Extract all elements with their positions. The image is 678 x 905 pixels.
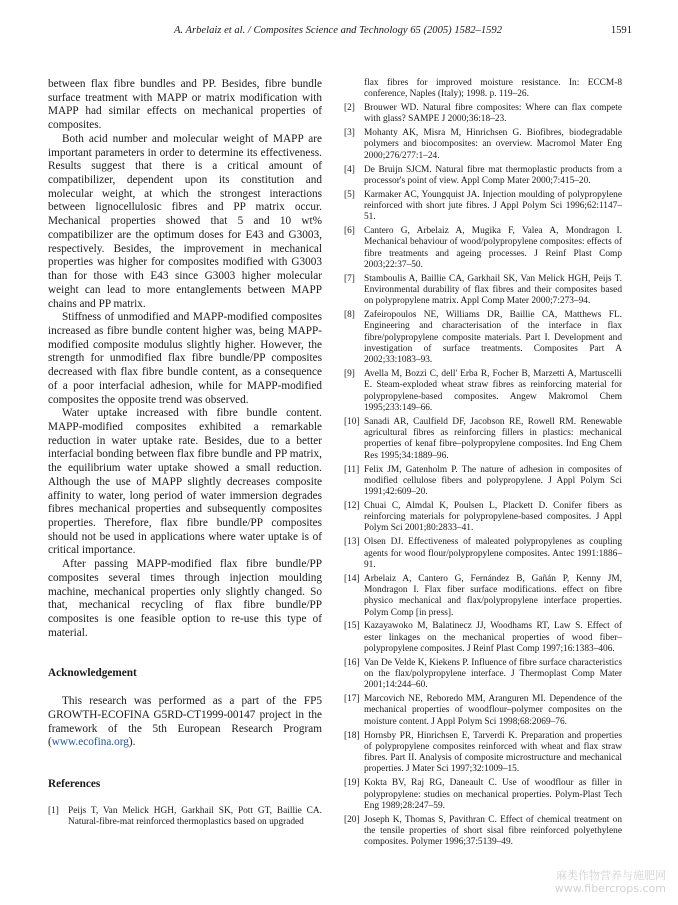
references-heading: References xyxy=(48,778,101,791)
reference-item xyxy=(344,501,622,535)
reference-number: [9] xyxy=(344,369,355,380)
reference-number: [11] xyxy=(344,464,360,475)
watermark-url: www.fibercrops.com xyxy=(554,882,666,895)
reference-text: Zafeiropoulos NE, Williams DR, Baillie CA, Matthews FL. Engineering and characterisation of the interface in flax fibre/polypropylene composite materials. Part I. Development and investigation of surface treatments. Composites Part A 2002;33:1083–93. xyxy=(364,310,622,366)
reference-number: [1] xyxy=(48,805,59,816)
reference-number: [6] xyxy=(344,226,355,237)
reference-number: [4] xyxy=(344,164,355,175)
references-list-left xyxy=(48,806,322,829)
watermark-chinese: 麻类作物营养与施肥网 xyxy=(556,869,666,882)
reference-item xyxy=(344,658,622,692)
acknowledgement-end: ). xyxy=(128,736,136,749)
reference-text: Felix JM, Gatenholm P. The nature of adhesion in composites of modified cellulose fibers and polypropylene. J Appl Polym Sci 1991;42:609–20. xyxy=(364,464,622,498)
reference-text: Marcovich NE, Reboredo MM, Aranguren MI. Dependence of the mechanical properties of woodflour–polymer composites on the moisture content. J Appl Polym Sci 1998;68:2069–76. xyxy=(364,694,622,727)
acknowledgement-body: This research was performed as a part of the FP5 GROWTH-ECOFINA G5RD-CT1999-00147 project in the framework of the 5th European Research Program ( xyxy=(48,695,322,749)
reference-text: Avella M, Bozzi C, dell' Erba R, Focher B, Marzetti A, Martuscelli E. Steam-exploded wheat straw fibres as reinforcing material for polypropylene-based composites. Angew Makromol Chem 1995;233:149–66. xyxy=(364,369,622,414)
acknowledgement-text xyxy=(48,695,322,750)
reference-item xyxy=(344,310,622,366)
reference-text: Hornsby PR, Hinrichsen E, Tarverdi K. Preparation and properties of polypropylene composites reinforced with wheat and flax straw fibres. Part II. Analysis of composite microstructure and mechanical properties. J Mater Sci 1997;32:1009–15. xyxy=(364,730,622,775)
reference-text: Chuai C, Almdal K, Poulsen L, Plackett D. Conifer fibers as reinforcing materials for polypropylene-based composites. J Appl Polym Sci 2001;80:2833–41. xyxy=(364,500,622,534)
reference-text: Sanadi AR, Caulfield DF, Jacobson RE, Rowell RM. Renewable agricultural fibres as reinforcing fillers in plastics: mechanical properties of kenaf fibre–polypropylene composites. Ind Eng Chem Res 1995;34:1889–96. xyxy=(364,416,622,461)
reference-number: [14] xyxy=(344,573,360,584)
body-paragraph: between flax fibre bundles and PP. Besides, fibre bundle surface treatment with MAPP or matrix modification with MAPP had similar effects on mechanical properties of composites. xyxy=(48,78,322,132)
reference-item xyxy=(344,465,622,499)
reference-number: [7] xyxy=(344,273,355,284)
reference-item xyxy=(344,226,622,271)
reference-item xyxy=(48,806,322,829)
reference-number: [15] xyxy=(344,621,360,632)
site-watermark xyxy=(555,869,666,895)
reference-text: Van De Velde K, Kiekens P. Influence of fibre surface characteristics on the flax/polypropylene interface. J Thermoplast Comp Mater 2001;14:244–60. xyxy=(364,657,622,691)
reference-number: [2] xyxy=(344,103,355,114)
reference-text: Brouwer WD. Natural fibre composites: Where can flax compete with glass? SAMPE J 2000;36:18–23. xyxy=(364,103,622,125)
reference-number: [5] xyxy=(344,189,355,200)
reference-text: Kokta BV, Raj RG, Daneault C. Use of woodflour as filler in polypropylene: studies on mechanical properties. Polym-Plast Tech Eng 1989;28:247–59. xyxy=(364,778,622,811)
reference-number: [19] xyxy=(344,778,360,789)
reference-text: Mohanty AK, Misra M, Hinrichsen G. Biofibres, biodegradable polymers and biocomposites: an overview. Macromol Mater Eng 2000;276/277:1–24. xyxy=(364,128,622,161)
reference-number: [12] xyxy=(344,500,360,511)
right-column xyxy=(344,78,622,851)
ecofina-link[interactable]: www.ecofina.org xyxy=(51,736,129,749)
reference-continuation: flax fibres for improved moisture resistance. In: ECCM-8 conference, Naples (Italy); 1998. p. 119–26. xyxy=(364,78,622,100)
reference-number: [20] xyxy=(344,814,360,825)
reference-text: Joseph K, Thomas S, Pavithran C. Effect of chemical treatment on the tensile properties of short sisal fibre reinforced polyethylene composites. Polymer 1996;37:5139–49. xyxy=(364,814,622,848)
body-paragraph: Both acid number and molecular weight of MAPP are important parameters in order to determine its effectiveness. Results suggest that there is a critical amount of compatibilizer, dependent upon its constitution and molecular weight, at which the strongest interactions between lignocellulosic fibres and PP matrix occur. Mechanical properties showed that 5 and 10 wt% compatibilizer are the optimum doses for E43 and G3003, respectively. Besides, the improvement in mechanical properties was higher for composites modified with G3003 than for those with E43 since G3003 higher molecular weight can lead to more entanglements between MAPP chains and PP matrix. xyxy=(48,132,322,310)
running-header xyxy=(44,24,632,38)
reference-item xyxy=(344,369,622,414)
reference-text: Stamboulis A, Baillie CA, Garkhail SK, Van Melick HGH, Peijs T. Environmental durability of flax fibres and their composites based on polypropylene matrix. Appl Comp Mater 2000;7:273–94. xyxy=(364,273,622,307)
reference-number: [18] xyxy=(344,730,360,741)
reference-item xyxy=(344,778,622,812)
body-paragraph: Stiffness of unmodified and MAPP-modified composites increased as fibre bundle content higher was, being MAPP-modified composite modulus slightly higher. However, the strength for unmodified flax fibre bundle/PP composites decreased with flax fibre bundle content, as a consequence of a poor interfacial adhesion, while for MAPP-modified composites the opposite trend was observed. xyxy=(48,311,322,406)
reference-number: [16] xyxy=(344,657,360,668)
reference-text: Peijs T, Van Melick HGH, Garkhail SK, Pott GT, Baillie CA. Natural-fibre-mat reinforced thermoplastics based on upgraded xyxy=(68,805,322,828)
reference-item xyxy=(344,274,622,308)
reference-item xyxy=(344,537,622,571)
reference-number: [13] xyxy=(344,537,360,548)
reference-item xyxy=(344,128,622,162)
reference-item xyxy=(344,103,622,126)
references-list-right xyxy=(344,103,622,848)
reference-text: Cantero G, Arbelaiz A, Mugika F, Valea A, Mondragon I. Mechanical behaviour of wood/polypropylene composites: effects of fibre treatments and ageing processes. J Reinf Plast Comp 2003;22:37–50. xyxy=(364,226,622,270)
acknowledgement-heading: Acknowledgement xyxy=(48,667,137,680)
running-title: A. Arbelaiz et al. / Composites Science and Technology 65 (2005) 1582–1592 xyxy=(173,25,503,36)
reference-item xyxy=(344,815,622,849)
reference-number: [8] xyxy=(344,310,355,321)
reference-item xyxy=(344,165,622,188)
reference-text: Kazayawoko M, Balatinecz JJ, Woodhams RT, Law S. Effect of ester linkages on the mechanical properties of wood fiber–polypropylene composites. J Reinf Plast Comp 1997;16:1383–406. xyxy=(364,621,622,654)
reference-item xyxy=(344,574,622,619)
left-column xyxy=(48,78,322,828)
reference-item xyxy=(344,621,622,655)
reference-item xyxy=(344,694,622,728)
reference-text: De Bruijn SJCM. Natural fibre mat thermoplastic products from a processor's point of view. Appl Comp Mater 2000;7:415–20. xyxy=(364,164,622,186)
reference-text: Olsen DJ. Effectiveness of maleated polypropylenes as coupling agents for wood flour/polypropylene composites. Antec 1991:1886–91. xyxy=(364,537,622,570)
reference-number: [10] xyxy=(344,416,360,427)
reference-text: Karmaker AC, Youngquist JA. Injection moulding of polypropylene reinforced with short jute fibres. J Appl Polym Sci 1996;62:1147–51. xyxy=(364,189,622,223)
body-paragraph: Water uptake increased with fibre bundle content. MAPP-modified composites exhibited a remarkable reduction in water uptake rate. Besides, due to a better interfacial bonding between flax fibre bundle and PP matrix, the equilibrium water uptake showed a small reduction. Although the use of MAPP slightly decreases composite affinity to water, long period of water immersion degrades fibres mechanical properties and subsequently composites properties. Therefore, flax fibre bundle/PP composites should not be used in applications where water uptake is of critical importance. xyxy=(48,407,322,557)
reference-item xyxy=(344,190,622,224)
page-number: 1591 xyxy=(610,25,632,36)
reference-item xyxy=(344,417,622,462)
reference-item xyxy=(344,731,622,776)
body-paragraph: After passing MAPP-modified flax fibre bundle/PP composites several times through injection moulding machine, mechanical properties only slightly changed. So that, mechanical recycling of flax fibre bundle/PP composites is one feasible option to re-use this type of material. xyxy=(48,558,322,639)
reference-text: Arbelaiz A, Cantero G, Fernández B, Gañán P, Kenny JM, Mondragon I. Flax fiber surface modifications. effect on fibre physico mechanical and flax/polypropylene interface properties. Polym Comp [in press]. xyxy=(364,573,622,618)
reference-number: [3] xyxy=(344,128,355,139)
reference-number: [17] xyxy=(344,694,360,705)
